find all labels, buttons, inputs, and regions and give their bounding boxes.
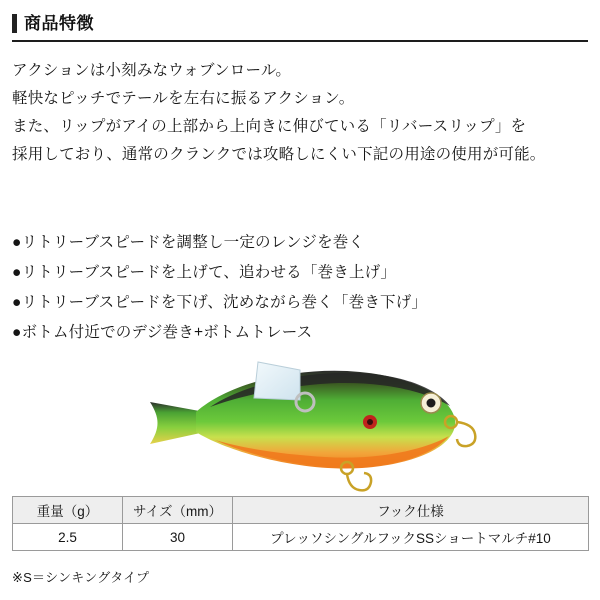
- description-line: 軽快なピッチでテールを左右に振るアクション。: [12, 90, 355, 107]
- product-image: [0, 340, 600, 492]
- feature-list: [12, 228, 588, 348]
- description-line: 採用しており、通常のクランクでは攻略しにくい下記の用途の使用が可能。: [12, 146, 546, 163]
- description-line: アクションは小刻みなウォブンロール。: [12, 62, 292, 79]
- table-row: [13, 524, 589, 551]
- description-line: また、リップがアイの上部から上向きに伸びている「リバースリップ」を: [12, 118, 527, 135]
- list-item-label: リトリーブスピードを調整し一定のレンジを巻く: [21, 234, 365, 251]
- cell-hook: プレッソシングルフックSSショートマルチ#10: [233, 524, 589, 551]
- heading-row: [12, 14, 94, 33]
- page-title: 商品特徴: [24, 14, 94, 33]
- bullet-glyph: ●: [12, 234, 22, 251]
- column-header-weight: 重量（g）: [13, 497, 123, 524]
- cell-size: 30: [123, 524, 233, 551]
- belly-hook: [347, 473, 371, 490]
- list-item: [12, 258, 588, 288]
- gill-marking-core: [367, 419, 373, 425]
- lure-pupil: [427, 399, 436, 408]
- lure-illustration: [0, 340, 600, 492]
- list-item-label: リトリーブスピードを下げ、沈めながら巻く「巻き下げ」: [21, 294, 428, 311]
- description-block: [12, 57, 588, 169]
- bullet-glyph: ●: [12, 324, 22, 341]
- cell-weight: 2.5: [13, 524, 123, 551]
- section-heading: [12, 14, 588, 33]
- lure-lip: [254, 362, 300, 400]
- column-header-hook: フック仕様: [233, 497, 589, 524]
- spec-table: [12, 496, 589, 551]
- footnote: ※S＝シンキングタイプ: [12, 570, 150, 585]
- tail-hook: [457, 422, 475, 446]
- bullet-glyph: ●: [12, 294, 22, 311]
- list-item-label: リトリーブスピードを上げて、追わせる「巻き上げ」: [21, 264, 397, 281]
- table-header-row: [13, 497, 589, 524]
- bullet-glyph: ●: [12, 264, 22, 281]
- list-item: [12, 228, 588, 258]
- column-header-size: サイズ（mm）: [123, 497, 233, 524]
- heading-accent-bar: [12, 14, 17, 33]
- list-item-label: ボトム付近でのデジ巻き+ボトムトレース: [21, 324, 313, 341]
- heading-divider: [12, 40, 588, 42]
- list-item: [12, 288, 588, 318]
